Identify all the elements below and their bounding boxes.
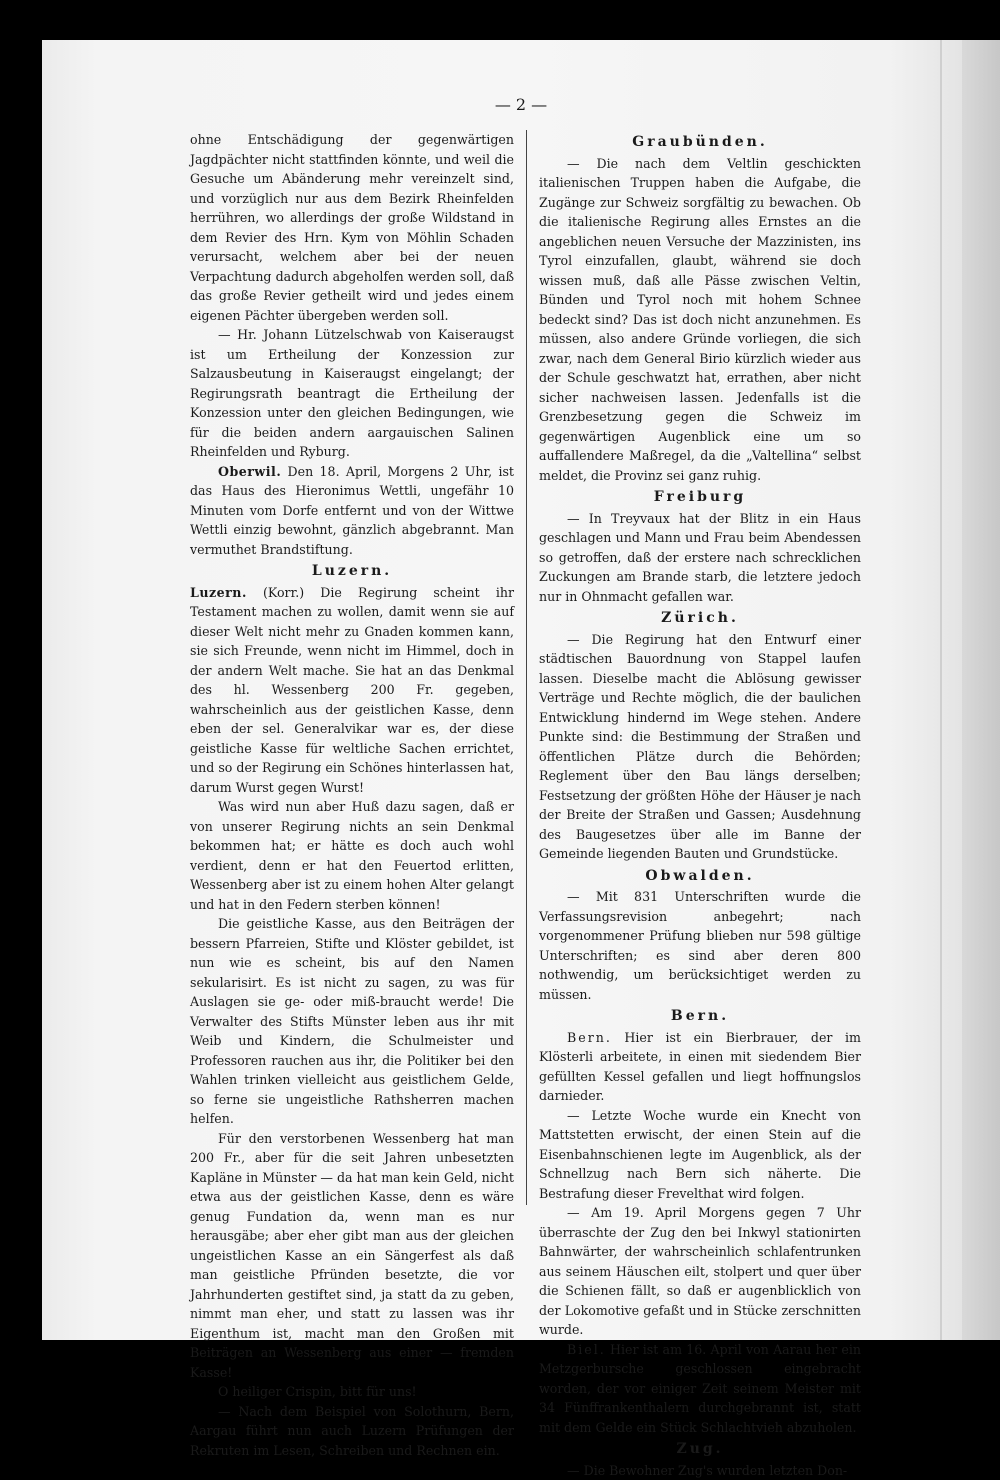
section-heading-zug: Zug. [539,1440,861,1460]
article-luzern-text: (Korr.) Die Regirung scheint ihr Testament machen zu wollen, damit wenn sie auf dieser Welt nicht mehr zu Gnaden kommen kann, sie sich Freunde, wenn nicht im Himmel, doch in der andern Welt mache. Sie hat an das Denkmal des hl. Wessenberg 200 Fr. gegeben, wahrscheinlich aus der geistlichen Kasse, denn eben der sel. Generalvikar war es, der diese geistliche Kasse für weltliche Sachen errichtet, und so der Regirung ein Schönes hinterlassen hat, darum Wurst gegen Wurst! [190,585,514,795]
article-luzern [190,583,514,798]
article-oberwil-text: Den 18. April, Morgens 2 Uhr, ist das Haus des Hieronimus Wettli, ungefähr 10 Minuten vom Dorfe entfernt und von der Wittwe Wettli einzig bewohnt, gänzlich abgebrannt. Man vermuthet Brandstiftung. [190,464,514,557]
section-heading-obwalden: Obwalden. [539,867,861,887]
article-graubuenden: — Die nach dem Veltlin geschickten italienischen Truppen haben die Aufgabe, die Zugänge zur Schweiz sorgfältig zu bewachen. Ob die italienische Regirung alles Ernstes an die angeblichen neuen Versuche der Mazzinisten, ins Tyrol einzufallen, glaubt, während sie doch wissen muß, daß alle Pässe zwischen Veltin, Bünden und Tyrol noch mit hohem Schnee bedeckt sind? Das ist doch nicht anzunehmen. Es müssen, also andere Gründe vorliegen, die sich zwar, nach dem General Birio kürzlich wieder aus der Schule geschwatzt hat, errathen, aber nicht sicher nachweisen lassen. Jedenfalls ist die Grenzbesetzung gegen die Schweiz im gegenwärtigen Augenblick eine um so auffallendere Maßregel, da die „Valtellina“ selbst meldet, die Provinz sei ganz ruhig. [539,154,861,486]
article-luzern-crispin: O heiliger Crispin, bitt für uns! [190,1382,514,1402]
article-salzausbeutung: — Hr. Johann Lützelschwab von Kaiseraugst ist um Ertheilung der Konzession zur Salzausbeutung in Kaiseraugst eingelangt; der Regirungsrath beantragt die Ertheilung der Konzession unter den gleichen Bedingungen, wie für die beiden andern aargauischen Salinen Rheinfelden und Ryburg. [190,325,514,462]
article-luzern-wessenberg: Für den verstorbenen Wessenberg hat man 200 Fr., aber für die seit Jahren unbesetzten Kapläne in Münster — da hat man kein Geld, nicht etwa aus der geistlichen Kasse, denn es wäre genug Fundation da, wenn man es nur herausgäbe; aber eher gibt man aus der gleichen ungeistlichen Kasse an ein Sängerfest als daß man geistliche Pfründen besetzte, die vor Jahrhunderten gestiftet sind, ja statt da zu geben, nimmt man eher, und statt zu lassen was ihr Eigenthum ist, macht man den Großen mit Beiträgen an Wessenberg aus einer — fremden Kasse! [190,1129,514,1383]
article-freiburg: — In Treyvaux hat der Blitz in ein Haus geschlagen und Mann und Frau beim Abendessen so getroffen, daß der erstere nach schrecklichen Zuckungen am Brande starb, die letztere jedoch nur in Ohnmacht gefallen war. [539,509,861,607]
article-bern-mattstetten: — Letzte Woche wurde ein Knecht von Mattstetten erwischt, der einen Stein auf die Eisenbahnschienen legte im Augenblick, als der Schnellzug nach Bern sich näherte. Die Bestrafung dieser Frevelthat wird folgen. [539,1106,861,1204]
article-zuerich: — Die Regirung hat den Entwurf einer städtischen Bauordnung von Stappel laufen lassen. Dieselbe macht die Ablösung gewisser Verträge und Rechte möglich, die der baulichen Entwicklung hindernd im Wege stehen. Andere Punkte sind: die Bestimmung der Straßen und öffentlichen Plätze durch die Behörden; Reglement über den Bau längs derselben; Festsetzung der größten Höhe der Häuser je nach der Breite der Straßen und Gassen; Ausdehnung des Baugesetzes über alle im Banne der Gemeinde liegenden Bauten und Grundstücke. [539,630,861,864]
section-heading-freiburg: Freiburg [539,488,861,508]
section-heading-luzern: Luzern. [190,562,514,582]
dateline-bern: Bern. [567,1030,612,1045]
article-zug: — Die Bewohner Zug's wurden letzten Don- [539,1461,861,1480]
adjacent-page-edge [962,40,1000,1340]
dateline-oberwil: Oberwil. [218,464,281,479]
section-heading-bern: Bern. [539,1007,861,1027]
page-number: — 2 — [486,95,556,114]
article-biel-text: Hier ist am 16. April von Aarau her ein Metzgerbursche geschlossen eingebracht worden, der vor einiger Zeit seinem Meister mit 34 Fünffrankenthalern durchgebrannt ist, statt mit dem Gelde ein Stück Schlachtvieh abzuholen. [539,1342,861,1435]
section-heading-graubuenden: Graubünden. [539,133,861,153]
left-column [190,130,514,1460]
page-fold-line [940,40,942,1340]
right-column [539,130,861,1480]
column-divider [526,130,527,1205]
dateline-luzern: Luzern. [190,585,247,600]
article-bern-inkwyl: — Am 19. April Morgens gegen 7 Uhr überraschte der Zug den bei Inkwyl stationirten Bahnwärter, der wahrscheinlich schlafentrunken aus seinem Häuschen eilt, stolpert und quer über die Schienen fällt, so daß er augenblicklich von der Lokomotive gefaßt und in Stücke zerschnitten wurde. [539,1203,861,1340]
article-bern-bierbrauer-text: Hier ist ein Bierbrauer, der im Klösterli arbeitete, in einen mit siedendem Bier gefüllten Kessel gefallen und liegt hoffnungslos darnieder. [539,1030,861,1104]
section-heading-zuerich: Zürich. [539,609,861,629]
dateline-biel: Biel. [567,1342,606,1357]
article-bern-bierbrauer [539,1028,861,1106]
article-luzern-huss: Was wird nun aber Huß dazu sagen, daß er von unserer Regirung nichts an sein Denkmal bekommen hat; er hätte es doch auch wohl verdient, denn er hat den Feuertod erlitten, Wessenberg aber ist zu einem hohen Alter gelangt und hat in den Federn sterben können! [190,797,514,914]
article-luzern-kasse: Die geistliche Kasse, aus den Beiträgen der bessern Pfarreien, Stifte und Klöster gebildet, ist nun wie es scheint, bis auf den Namen sekularisirt. Es ist nicht zu sagen, zu was für Auslagen sie ge- oder miß-braucht werde! Die Verwalter des Stifts Münster leben aus ihr mit Weib und Kindern, die Schulmeister und Professoren rauchen aus ihr, die Politiker bei den Wahlen trinken vielleicht aus geistlichem Gelde, so ferne sie ungeistliche Rathsherren machen helfen. [190,914,514,1129]
article-jagd-continued: ohne Entschädigung der gegenwärtigen Jagdpächter nicht stattfinden könnte, und weil die Gesuche um Abänderung mehr vereinzelt sind, und vorzüglich nur aus dem Bezirk Rheinfelden herrühren, wo allerdings der große Wildstand in dem Revier des Hrn. Kym von Möhlin Schaden verursacht, welchem aber bei der neuen Verpachtung dadurch abgeholfen werden soll, daß das große Revier getheilt wird und jedes einem eigenen Pächter übergeben werden soll. [190,130,514,325]
article-biel [539,1340,861,1438]
article-oberwil [190,462,514,560]
article-obwalden: — Mit 831 Unterschriften wurde die Verfassungsrevision anbegehrt; nach vorgenommener Prüfung blieben nur 598 gültige Unterschriften; es sind aber deren 800 nothwendig, um berücksichtiget werden zu müssen. [539,887,861,1004]
article-luzern-rekruten: — Nach dem Beispiel von Solothurn, Bern, Aargau führt nun auch Luzern Prüfungen der Rekruten im Lesen, Schreiben und Rechnen ein. [190,1402,514,1461]
